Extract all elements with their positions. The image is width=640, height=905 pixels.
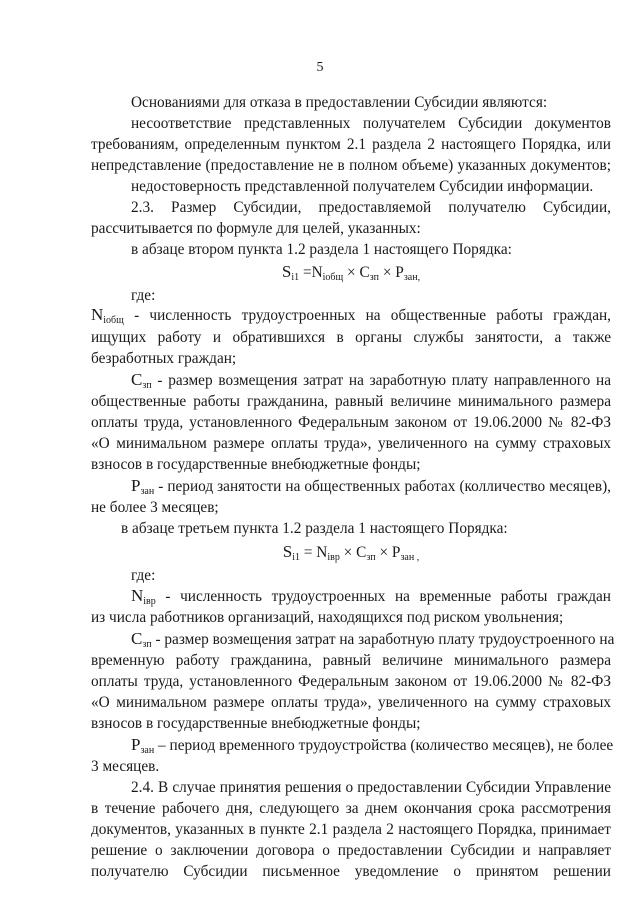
definition-n-ivr: $N_{iвр}$ - численность трудоустроенных на временные работы граждан [131, 586, 611, 607]
text-line: в абзаце втором пункта 1.2 раздела 1 настоящего Порядка: [131, 241, 512, 258]
text-line: получателю Субсидии письменное уведомление о принятом решении [91, 863, 611, 880]
text-line: безработных граждан; [91, 350, 237, 367]
definition-c-zp-2: $C_{зп}$ - размер возмещения затрат на заработную плату трудоустроенного на [131, 629, 615, 650]
text-line: несоответствие представленных получателем Субсидии документов [131, 115, 611, 132]
text-line: решение о заключении договора о предоставлении Субсидии и направляет [91, 842, 611, 859]
text-line: 2.3. Размер Субсидии, предоставляемой получателю Субсидии, [131, 199, 611, 216]
text-line: документов, указанных в пункте 2.1 раздела 2 настоящего Порядка, принимает [91, 821, 611, 838]
definition-p-zan-2: $P_{зан}$ – период временного трудоустройства (количество месяцев), не более [131, 735, 614, 756]
text-line: рассчитывается по формуле для целей, указанных: [91, 220, 421, 237]
formula-1: $S_{i1} =N_{iобщ} \times C_{зп} \times P_{зан,}$ [281, 262, 421, 283]
text-line: непредставление (предоставление не в полном объеме) указанных документов; [91, 157, 611, 174]
formula-2: $S_{i1} = N_{iвр} \times C_{зп} \times P_{зан ,}$ [282, 542, 420, 563]
page-number: 5 [316, 60, 324, 75]
text-line: из числа работников организаций, находящихся под риском увольнения; [91, 609, 564, 626]
text-line: общественные работы гражданина, равный величине минимального размера [91, 393, 611, 410]
text-line: 3 месяцев. [91, 758, 160, 775]
text-line: Основаниями для отказа в предоставлении Субсидии являются: [131, 94, 548, 111]
text-line: временную работу гражданина, равный величине минимального размера [91, 652, 611, 669]
text-line: где: [131, 287, 156, 304]
text-line: взносов в государственные внебюджетные фонды; [91, 456, 421, 473]
text-line: в течение рабочего дня, следующего за днем окончания срока рассмотрения [91, 800, 611, 817]
text-line: «О минимальном размере оплаты труда», увеличенного на сумму страховых [91, 435, 611, 452]
text-line: в абзаце третьем пункта 1.2 раздела 1 настоящего Порядка: [121, 520, 508, 537]
text-line: «О минимальном размере оплаты труда», увеличенного на сумму страховых [91, 694, 611, 711]
definition-n-iobsch: $N_{iобщ}$ - численность трудоустроенных на общественные работы граждан, [91, 305, 611, 326]
text-line: не более 3 месяцев; [91, 499, 219, 516]
text-line: взносов в государственные внебюджетные фонды; [91, 715, 421, 732]
text-line: ищущих работу и обратившихся в органы службы занятости, а также [91, 329, 611, 346]
text-line: оплаты труда, установленного Федеральным законом от 19.06.2000 № 82-ФЗ [91, 673, 611, 690]
text-line: оплаты труда, установленного Федеральным законом от 19.06.2000 № 82-ФЗ [91, 414, 611, 431]
text-line: где: [131, 567, 156, 584]
text-line: требованиям, определенным пунктом 2.1 раздела 2 настоящего Порядка, или [91, 136, 611, 153]
definition-p-zan-1: $P_{зан}$ - период занятости на общественных работах (колличество месяцев), [131, 476, 611, 497]
text-line: недостоверность представленной получателем Субсидии информации. [131, 178, 594, 195]
text-line: 2.4. В случае принятия решения о предоставлении Субсидии Управление [131, 779, 611, 796]
definition-c-zp-1: $C_{зп}$ - размер возмещения затрат на заработную плату направленного на [131, 370, 611, 391]
